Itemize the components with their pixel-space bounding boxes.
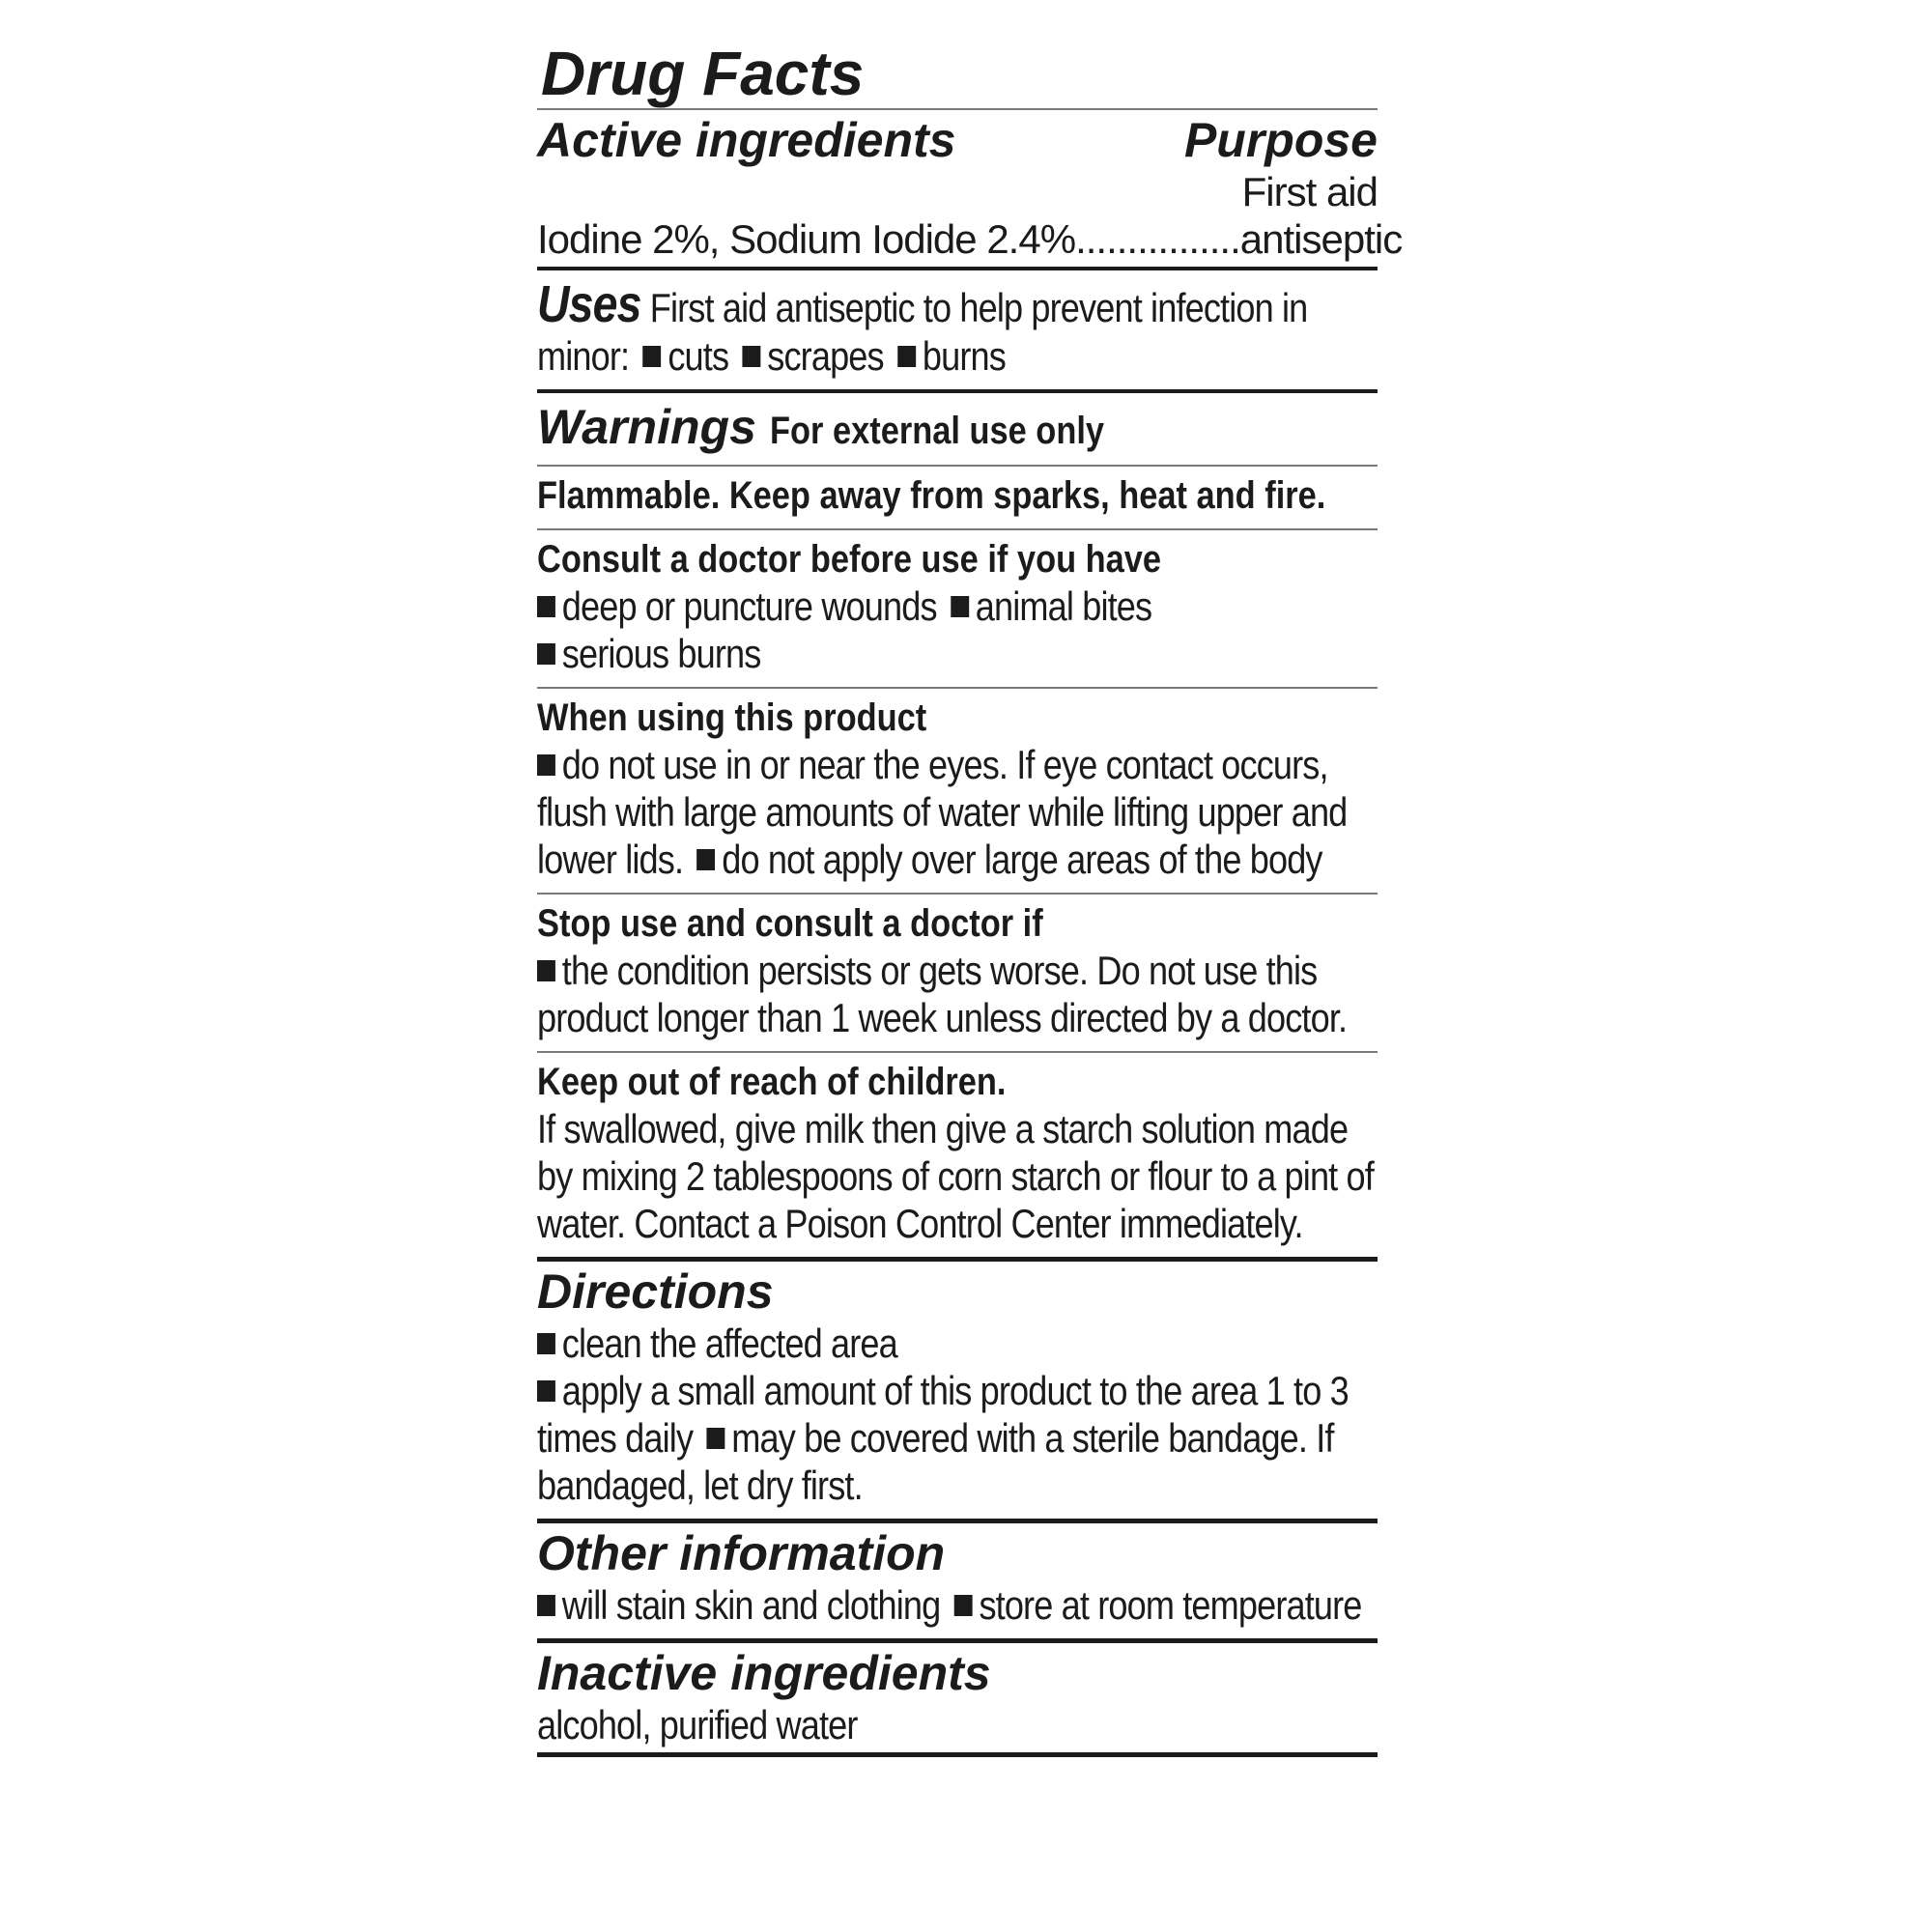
inactive-heading: Inactive ingredients bbox=[537, 1646, 991, 1700]
bullet-icon bbox=[537, 754, 555, 776]
purpose-heading: Purpose bbox=[1183, 113, 1378, 167]
consult-item: animal bites bbox=[975, 583, 1152, 629]
uses-item: cuts bbox=[668, 333, 729, 379]
when-using-heading: When using this product bbox=[537, 696, 927, 739]
consult-heading: Consult a doctor before use if you have bbox=[537, 538, 1162, 581]
directions-item: apply a small amount of this product to the area 1 to 3 times daily bbox=[537, 1368, 1349, 1461]
bullet-icon bbox=[537, 643, 555, 665]
bullet-icon bbox=[707, 1428, 725, 1449]
bullet-icon bbox=[537, 1333, 555, 1354]
directions-item: may be covered with a sterile bandage. If bandaged, let dry first. bbox=[537, 1415, 1334, 1508]
flammable-section bbox=[537, 467, 1378, 528]
uses-text: First aid antiseptic to help prevent infection in minor: bbox=[537, 285, 1308, 379]
keep-out-section bbox=[537, 1053, 1378, 1257]
when-using-item: do not use in or near the eyes. If eye contact occurs, flush with large amounts of water while lifting upper and lower lids. bbox=[537, 742, 1348, 882]
warnings-section bbox=[537, 393, 1378, 465]
active-ingredients-section bbox=[537, 110, 1403, 267]
stop-use-heading: Stop use and consult a doctor if bbox=[537, 902, 1043, 945]
keep-out-heading: Keep out of reach of children. bbox=[537, 1061, 1007, 1103]
stop-use-item: the condition persists or gets worse. Do not use this product longer than 1 week unless directed by a doctor. bbox=[537, 948, 1348, 1040]
bullet-icon bbox=[696, 849, 715, 870]
bullet-icon bbox=[742, 346, 760, 367]
other-info-item: store at room temperature bbox=[979, 1582, 1362, 1628]
flammable-warning: Flammable. Keep away from sparks, heat and fire. bbox=[537, 474, 1326, 517]
active-ingredients-heading: Active ingredients bbox=[537, 113, 956, 167]
divider bbox=[537, 1752, 1378, 1757]
when-using-item: do not apply over large areas of the body bbox=[722, 837, 1322, 882]
inactive-text: alcohol, purified water bbox=[537, 1702, 858, 1747]
bullet-icon bbox=[537, 960, 555, 981]
stop-use-section bbox=[537, 895, 1378, 1051]
uses-item: scrapes bbox=[767, 333, 884, 379]
bullet-icon bbox=[897, 346, 916, 367]
other-info-heading: Other information bbox=[537, 1526, 946, 1580]
warnings-heading: Warnings bbox=[537, 400, 756, 454]
inactive-section bbox=[537, 1643, 1378, 1752]
directions-section bbox=[537, 1262, 1378, 1519]
bullet-icon bbox=[951, 596, 969, 617]
bullet-icon bbox=[537, 596, 555, 617]
drug-facts-title: Drug Facts bbox=[541, 39, 865, 108]
consult-item: serious burns bbox=[561, 631, 761, 676]
when-using-section bbox=[537, 689, 1378, 893]
purpose-first-aid: First aid bbox=[1241, 169, 1378, 214]
uses-heading: Uses bbox=[537, 275, 641, 333]
bullet-icon bbox=[537, 1380, 555, 1402]
keep-out-text: If swallowed, give milk then give a starch solution made by mixing 2 tablespoons of corn starch or flour to a pint of water. Contact a Poison Control Center immediately. bbox=[537, 1106, 1374, 1246]
purpose-antiseptic: antiseptic bbox=[1239, 216, 1403, 262]
drug-facts-panel bbox=[537, 39, 1403, 1757]
directions-item: clean the affected area bbox=[561, 1321, 897, 1366]
bullet-icon bbox=[537, 1595, 555, 1616]
bullet-icon bbox=[643, 346, 662, 367]
other-info-section bbox=[537, 1523, 1378, 1638]
other-info-item: will stain skin and clothing bbox=[561, 1582, 941, 1628]
warnings-external-use: For external use only bbox=[770, 410, 1105, 452]
uses-item: burns bbox=[922, 333, 1006, 379]
bullet-icon bbox=[954, 1595, 973, 1616]
directions-heading: Directions bbox=[537, 1264, 774, 1319]
consult-item: deep or puncture wounds bbox=[561, 583, 937, 629]
consult-section bbox=[537, 530, 1378, 687]
uses-section bbox=[537, 270, 1378, 389]
leader-dots: ................ bbox=[1075, 216, 1240, 262]
active-ingredient-text: Iodine 2%, Sodium Iodide 2.4% bbox=[537, 216, 1076, 262]
